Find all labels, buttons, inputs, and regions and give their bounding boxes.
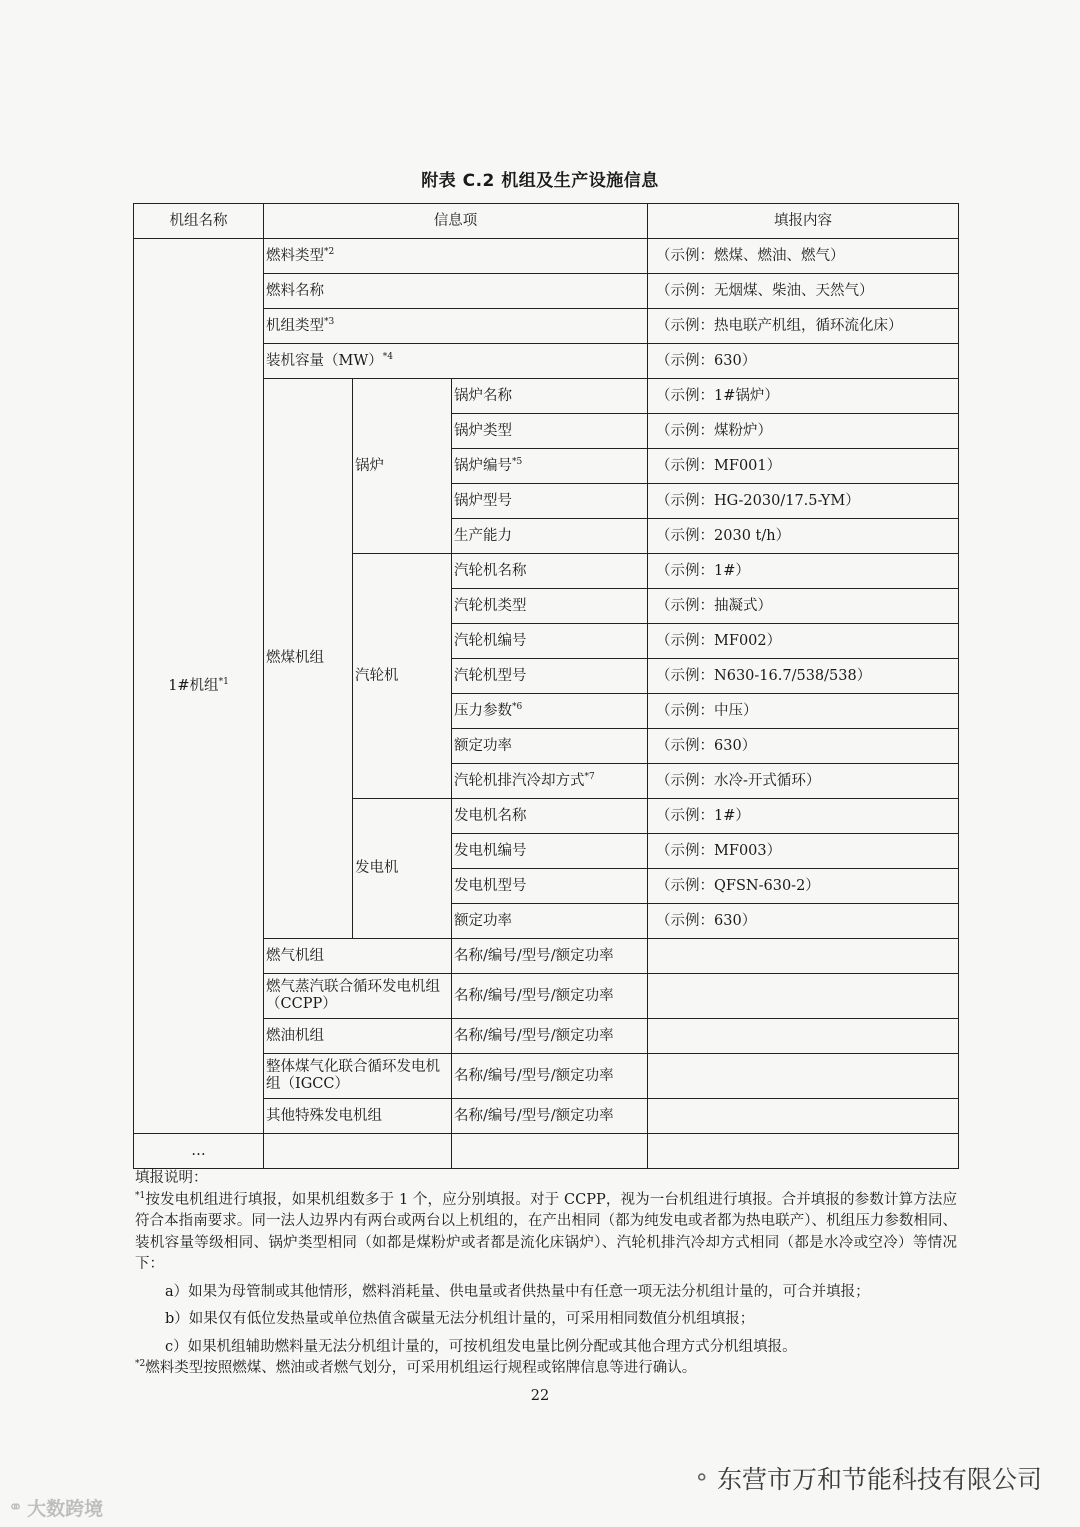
note-1-b: b）如果仅有低位发热量或单位热值含碳量无法分机组计量的，可采用相同数值分机组填报； (165, 1311, 755, 1327)
fill-content-cell: （示例：1#锅炉） (648, 379, 959, 414)
coal-unit-cell: 燃煤机组 (264, 379, 353, 939)
table-row (134, 239, 959, 274)
page-number: 22 (530, 1388, 550, 1404)
turbine-group-cell: 汽轮机 (353, 554, 452, 799)
generator-group-cell: 发电机 (353, 799, 452, 939)
fill-content-cell: （示例：N630-16.7/538/538） (648, 659, 959, 694)
fill-content-cell: （示例：燃煤、燃油、燃气） (648, 239, 959, 274)
info-item-cell: 锅炉名称 (452, 379, 648, 414)
info-item-cell: 发电机名称 (452, 799, 648, 834)
note-1-a: a）如果为母管制或其他情形，燃料消耗量、供电量或者供热量中有任意一项无法分机组计量的，可合并填报； (165, 1283, 870, 1300)
info-item-cell: 汽轮机编号 (452, 624, 648, 659)
info-item-cell: 发电机编号 (452, 834, 648, 869)
fill-content-cell (648, 1099, 959, 1134)
fill-content-cell: （示例：MF003） (648, 834, 959, 869)
fill-content-cell (648, 1054, 959, 1099)
other-unit-cell: 燃油机组 (264, 1019, 452, 1054)
other-unit-cell: 其他特殊发电机组 (264, 1099, 452, 1134)
info-item-cell: 汽轮机型号 (452, 659, 648, 694)
ellipsis-cell: … (134, 1134, 264, 1169)
header-info-item: 信息项 (264, 204, 648, 239)
notes-heading: 填报说明： (135, 1170, 208, 1186)
fill-content-cell: （示例：QFSN-630-2） (648, 869, 959, 904)
fill-content-cell (648, 974, 959, 1019)
footnote-marker: *1 (218, 676, 229, 687)
info-item-cell: 压力参数$^{*6}$ (452, 694, 648, 729)
info-item-cell: 机组类型$^{*3}$ (264, 309, 648, 344)
fill-content-cell: （示例：热电联产机组，循环流化床） (648, 309, 959, 344)
note-2-marker: *2 (135, 1359, 146, 1370)
header-fill-content: 填报内容 (648, 204, 959, 239)
info-item-cell: 生产能力 (452, 519, 648, 554)
info-item-cell: 名称/编号/型号/额定功率 (452, 974, 648, 1019)
info-item-cell: 汽轮机类型 (452, 589, 648, 624)
fill-content-cell (648, 1019, 959, 1054)
watermark-company: ⚬ 东营市万和节能科技有限公司 (692, 1465, 1042, 1494)
footnote-marker: *4 (382, 351, 393, 362)
info-item-cell: 发电机型号 (452, 869, 648, 904)
boiler-group-cell: 锅炉 (353, 379, 452, 554)
empty-cell (452, 1134, 648, 1169)
info-item-cell: 额定功率 (452, 904, 648, 939)
footnote-marker: *6 (512, 701, 523, 712)
info-item-cell: 燃料类型$^{*2}$ (264, 239, 648, 274)
footnote-marker: *5 (512, 456, 523, 467)
note-1-c: c）如果机组辅助燃料量无法分机组计量的，可按机组发电量比例分配或其他合理方式分机组填报。 (165, 1338, 797, 1355)
fill-content-cell: （示例：抽凝式） (648, 589, 959, 624)
note-1: $^{*1}$按发电机组进行填报，如果机组数多于 1 个，应分别填报。对于 CCPP，视为一台机组进行填报。合并填报的参数计算方法应符合本指南要求。同一法人边界内有两台或两台以上机组的，在产出相同（都为纯发电或者都为热电联产）、机组压力参数相同、装机容量等级相同、锅炉类型相同（如都是煤粉炉或者都是流化床锅炉）、汽轮机排汽冷却方式相同（都是水冷或空冷）等情况下： (135, 1190, 957, 1272)
other-unit-cell: 燃气蒸汽联合循环发电机组（CCPP） (264, 974, 452, 1019)
fill-content-cell: （示例：无烟煤、柴油、天然气） (648, 274, 959, 309)
info-item-cell: 燃料名称 (264, 274, 648, 309)
note-1-marker: *1 (135, 1190, 146, 1201)
table-row (134, 1134, 959, 1169)
fill-content-cell: （示例：水冷-开式循环） (648, 764, 959, 799)
fill-content-cell: （示例：中压） (648, 694, 959, 729)
fill-content-cell: （示例：630） (648, 729, 959, 764)
unit-name-cell: 1#机组$^{*1}$ (134, 239, 264, 1134)
info-item-cell: 名称/编号/型号/额定功率 (452, 1019, 648, 1054)
info-item-cell: 锅炉编号$^{*5}$ (452, 449, 648, 484)
fill-content-cell: （示例：2030 t/h） (648, 519, 959, 554)
fill-content-cell: （示例：MF002） (648, 624, 959, 659)
footnote-marker: *3 (324, 316, 335, 327)
info-item-cell: 名称/编号/型号/额定功率 (452, 1054, 648, 1099)
info-item-cell: 名称/编号/型号/额定功率 (452, 939, 648, 974)
empty-cell (648, 1134, 959, 1169)
info-item-cell: 额定功率 (452, 729, 648, 764)
fill-content-cell: （示例：630） (648, 904, 959, 939)
fill-content-cell: （示例：煤粉炉） (648, 414, 959, 449)
info-item-cell: 汽轮机名称 (452, 554, 648, 589)
fill-content-cell: （示例：MF001） (648, 449, 959, 484)
info-item-cell: 名称/编号/型号/额定功率 (452, 1099, 648, 1134)
brand-logo-icon: ⚭ (8, 1497, 24, 1518)
unit-info-table (133, 203, 959, 1169)
header-unit-name: 机组名称 (134, 204, 264, 239)
wechat-icon: ⚬ (692, 1465, 711, 1491)
footnote-marker: *2 (324, 246, 335, 257)
fill-content-cell: （示例：HG-2030/17.5-YM） (648, 484, 959, 519)
fill-content-cell: （示例：630） (648, 344, 959, 379)
fill-content-cell: （示例：1#） (648, 554, 959, 589)
note-2: $^{*2}$燃料类型按照燃煤、燃油或者燃气划分，可采用机组运行规程或铭牌信息等进行确认。 (135, 1359, 697, 1376)
other-unit-cell: 燃气机组 (264, 939, 452, 974)
table-title: 附表 C.2 机组及生产设施信息 (421, 171, 659, 191)
footnote-marker: *7 (584, 771, 595, 782)
watermark-brand: ⚭ 大数跨境 (8, 1497, 104, 1520)
header-row (134, 204, 959, 239)
info-item-cell: 锅炉类型 (452, 414, 648, 449)
info-item-cell: 汽轮机排汽冷却方式$^{*7}$ (452, 764, 648, 799)
other-unit-cell: 整体煤气化联合循环发电机组（IGCC） (264, 1054, 452, 1099)
info-item-cell: 锅炉型号 (452, 484, 648, 519)
info-item-cell: 装机容量（MW）$^{*4}$ (264, 344, 648, 379)
filling-notes (135, 1168, 957, 1380)
empty-cell (264, 1134, 452, 1169)
fill-content-cell: （示例：1#） (648, 799, 959, 834)
fill-content-cell (648, 939, 959, 974)
